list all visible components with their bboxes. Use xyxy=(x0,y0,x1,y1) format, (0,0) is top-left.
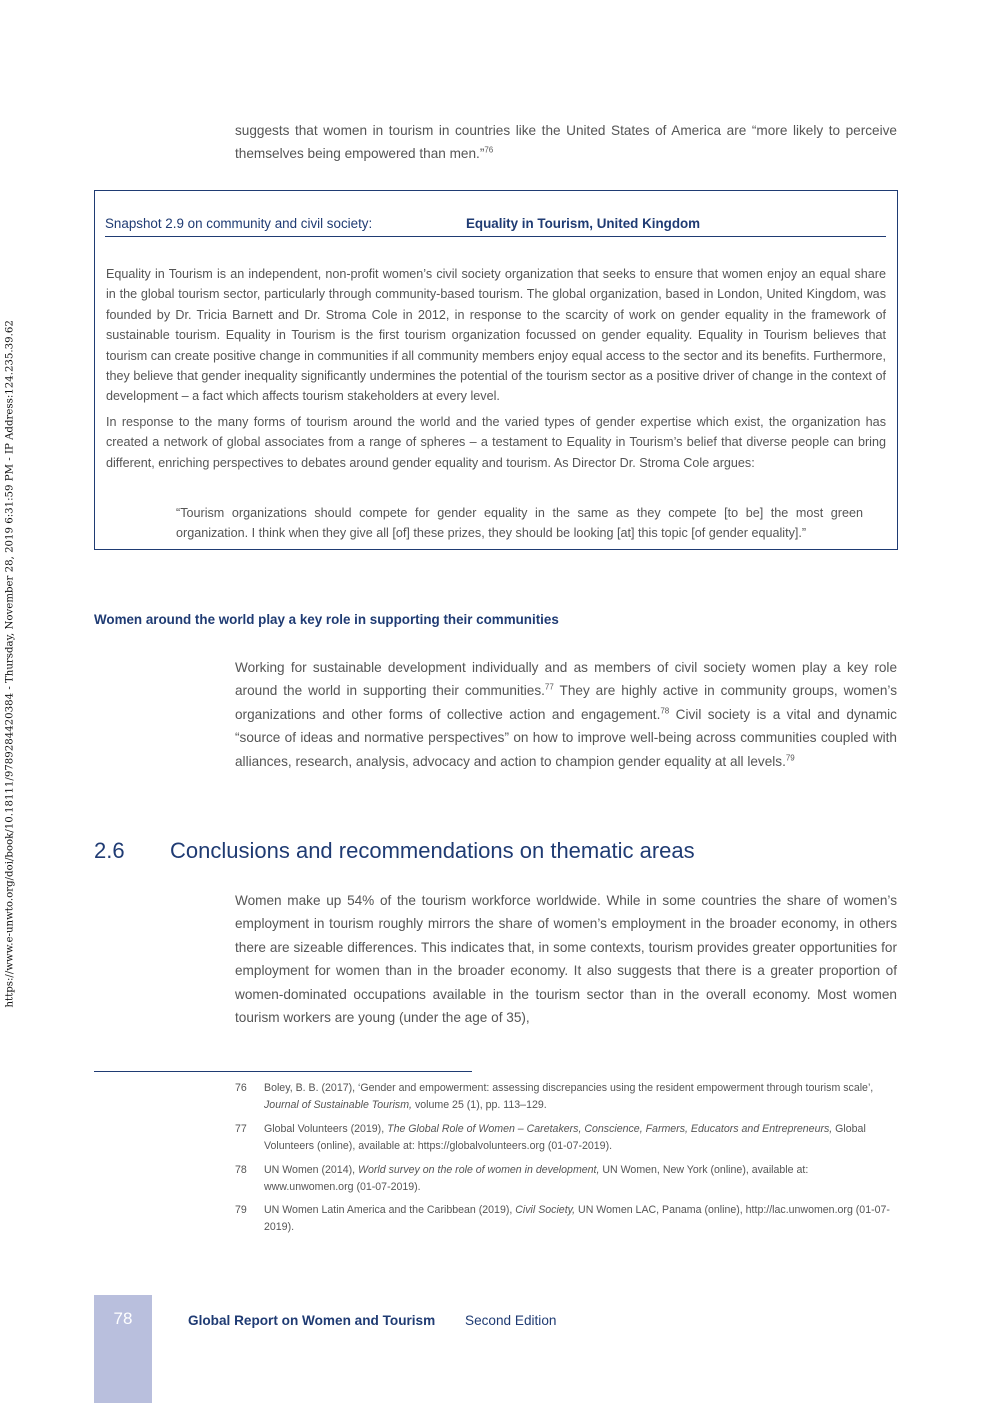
section-title: Conclusions and recommendations on thematic areas xyxy=(170,838,695,863)
footnote-text xyxy=(264,1080,897,1114)
subsection-heading: Women around the world play a key role in supporting their communities xyxy=(94,612,559,627)
snapshot-header xyxy=(105,216,886,237)
footnote-ref-76[interactable]: 76 xyxy=(484,145,494,155)
footnote-citation: UN Women (2014), xyxy=(264,1164,359,1176)
intro-paragraph xyxy=(235,119,897,166)
footnote-number: 79 xyxy=(235,1204,247,1216)
footnote-ref-79[interactable]: 79 xyxy=(785,753,795,763)
snapshot-box xyxy=(94,190,898,550)
footnote-ref-78[interactable]: 78 xyxy=(660,706,670,716)
footnote-citation: UN Women Latin America and the Caribbean (2019), xyxy=(264,1204,516,1216)
footer-edition: Second Edition xyxy=(465,1313,557,1328)
footnote-source-title: World survey on the role of women in development, xyxy=(358,1164,600,1176)
download-stamp: https://www.e-unwto.org/doi/book/10.18111/9789284420384 - Thursday, November 28, 2019 6:31:59 PM - IP Address:124.235.39.62 xyxy=(4,320,16,1008)
footnote-citation: Global Volunteers (2019), xyxy=(264,1123,388,1135)
snapshot-quote: “Tourism organizations should compete for gender equality in the same as they compete [to be] the most green organization. I think when they give all [of] these prizes, they should be looking [at] this topic [of gender equality].” xyxy=(176,506,863,541)
snapshot-paragraph-2: In response to the many forms of tourism around the world and the varied types of gender expertise which exist, the organization has created a network of global associates from a range of spheres – a testament to Equality in Tourism’s belief that diverse people can bring different, enriching perspectives to debates around gender equality and tourism. As Director Dr. Stroma Cole argues: xyxy=(106,415,886,470)
footer-report-title: Global Report on Women and Tourism xyxy=(188,1313,436,1328)
footnote-source-title: Journal of Sustainable Tourism, xyxy=(264,1099,413,1111)
page-number-tab xyxy=(94,1295,152,1403)
footnote-details: volume 25 (1), pp. 113–129. xyxy=(412,1099,547,1111)
snapshot-label: Snapshot 2.9 on community and civil society: xyxy=(105,216,373,231)
footnote-details: UN Women LAC, Panama (online), http://lac.unwomen.org (01-07-2019). xyxy=(264,1204,890,1233)
footnote-details: UN Women, New York (online), available at: www.unwomen.org (01-07-2019). xyxy=(264,1164,809,1193)
footnote-divider xyxy=(94,1071,472,1072)
communities-text-3: Civil society is a vital and dynamic “source of ideas and normative perspectives” on how to improve well-being across communities coupled with alliances, research, analysis, advocacy and action to champion gender equality at all levels. xyxy=(235,706,897,769)
footnote-source-title: The Global Role of Women – Caretakers, Conscience, Farmers, Educators and Entrepreneurs, xyxy=(387,1123,833,1135)
conclusions-paragraph: Women make up 54% of the tourism workforce worldwide. While in some countries the share of women’s employment in tourism roughly mirrors the share of women’s employment in the broader economy, in others there are sizeable differences. This indicates that, in some contexts, tourism provides greater opportunities for employment for women than in the broader economy. It also suggests that there is a greater proportion of women-dominated occupations available in the tourism sector than in the overall economy. Most women tourism workers are young (under the age of 35), xyxy=(235,893,897,1026)
intro-text: suggests that women in tourism in countries like the United States of America are “more likely to perceive themselves being empowered than men.” xyxy=(235,123,897,162)
communities-text-1: Working for sustainable development individually and as members of civil society women play a key role around the world in supporting their communities. xyxy=(235,660,897,699)
communities-paragraph xyxy=(235,656,897,773)
footnote-text xyxy=(264,1202,897,1236)
communities-text-2: They are highly active in community groups, women’s organizations and other forms of collective action and engagement. xyxy=(235,683,898,722)
footnote-text xyxy=(264,1162,897,1196)
snapshot-paragraph-1: Equality in Tourism is an independent, non-profit women’s civil society organization that seeks to ensure that women enjoy an equal share in the global tourism sector, particularly through community-based tourism. The global organization, based in London, United Kingdom, was founded by Dr. Tricia Barnett and Dr. Stroma Cole in 2012, in response to the scarcity of work on gender equality in the framework of sustainable tourism. Equality in Tourism is the first tourism organization focussed on gender equality. Equality in Tourism believes that tourism can create positive change in communities if all community members enjoy equal access to the sector and its benefits. Furthermore, they believe that gender inequality significantly undermines the potential of the tourism sector as a positive driver of change in the context of development – a fact which affects tourism stakeholders at every level. xyxy=(106,267,886,404)
page-number: 78 xyxy=(113,1309,133,1328)
footnote-number: 78 xyxy=(235,1164,247,1176)
footnote-source-title: Civil Society, xyxy=(515,1204,576,1216)
footnote-details: Global Volunteers (online), available at: https://globalvolunteers.org (01-07-2019). xyxy=(264,1123,866,1152)
footnote-ref-77[interactable]: 77 xyxy=(544,682,554,692)
footnote-text xyxy=(264,1121,897,1155)
snapshot-title: Equality in Tourism, United Kingdom xyxy=(466,216,701,231)
footnote-number: 76 xyxy=(235,1082,247,1094)
section-number: 2.6 xyxy=(94,838,125,863)
footnote-citation: Boley, B. B. (2017), ‘Gender and empowerment: assessing discrepancies using the resident empowerment through tourism scale’, xyxy=(264,1082,874,1094)
footnote-number: 77 xyxy=(235,1123,247,1135)
